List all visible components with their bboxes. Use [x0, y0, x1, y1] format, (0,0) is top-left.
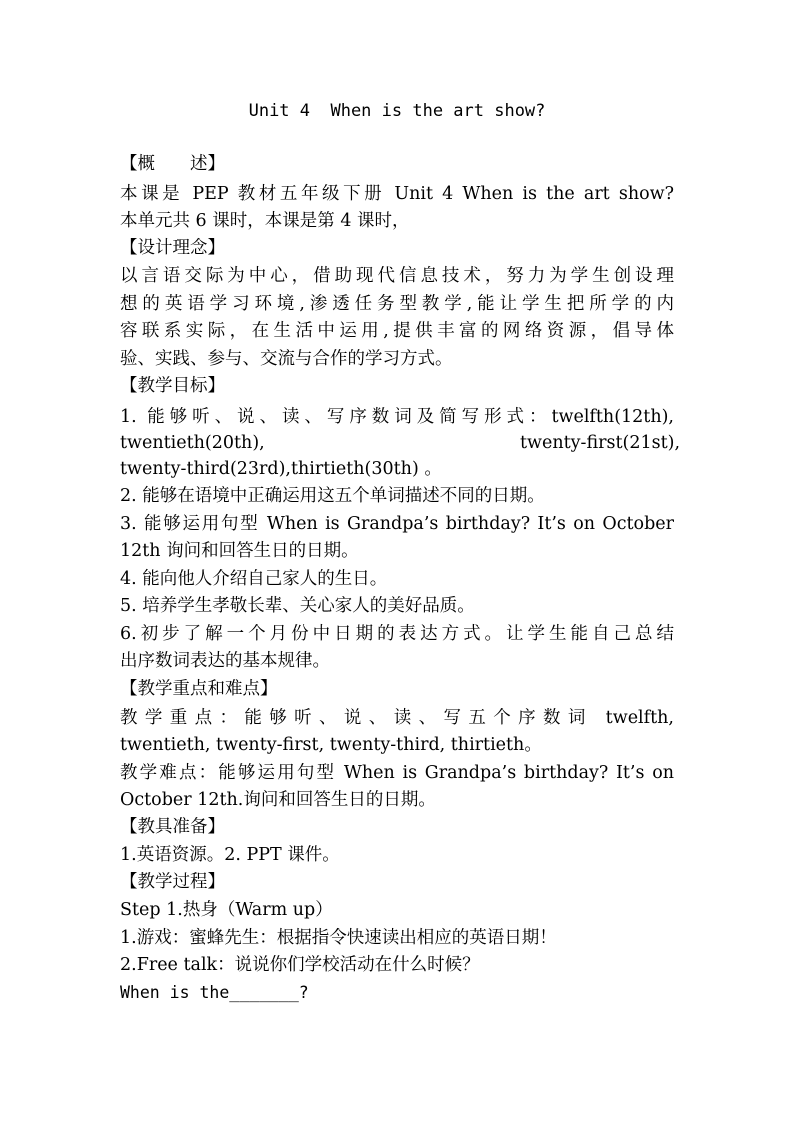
procedure-line: 2.Free talk：说说你们学校活动在什么时候？: [120, 955, 480, 975]
section-heading-materials: 【教具准备】: [120, 817, 225, 837]
objective-line: 2. 能够在语境中正确运用这五个单词描述不同的日期。: [120, 486, 545, 506]
objective-line: 3. 能够运用句型 When is Grandpa’s birthday? It’s on October: [120, 514, 674, 534]
objective-line: twentieth(20th),: [120, 433, 265, 453]
section-heading-procedure: 【教学过程】: [120, 872, 225, 892]
paragraph-line: 本课是 PEP 教材五年级下册 Unit 4 When is the art show?: [120, 184, 674, 204]
key-point-line: twentieth, twenty-first, twenty-third, thirtieth。: [120, 735, 542, 755]
paragraph-line: 验、实践、参与、交流与合作的学习方式。: [120, 349, 453, 369]
difficulty-line: 教学难点：能够运用句型 When is Grandpa’s birthday? It’s on: [120, 763, 674, 783]
section-heading-key-points: 【教学重点和难点】: [120, 679, 278, 699]
paragraph-line: 以言语交际为中心，借助现代信息技术，努力为学生创设理: [120, 266, 674, 286]
objective-line: twenty-first(21st),: [520, 433, 681, 453]
procedure-line: 1.游戏：蜜蜂先生：根据指令快速读出相应的英语日期！: [120, 928, 557, 948]
document-title: Unit 4 When is the art show?: [248, 101, 546, 121]
objective-line: 4. 能向他人介绍自己家人的生日。: [120, 569, 388, 589]
paragraph-line: 容联系实际，在生活中运用,提供丰富的网络资源，倡导体: [120, 321, 674, 341]
key-point-line: 教学重点：能够听、说、读、写五个序数词 twelfth,: [120, 708, 674, 728]
materials-line: 1.英语资源。2. PPT 课件。: [120, 845, 340, 865]
objective-line: twenty-third(23rd),thirtieth(30th) 。: [120, 459, 442, 479]
procedure-line: When is the_______?: [120, 983, 309, 1002]
difficulty-line: October 12th.询问和回答生日的日期。: [120, 790, 436, 810]
section-heading-objectives: 【教学目标】: [120, 376, 225, 396]
objective-line: 12th 询问和回答生日的日期。: [120, 541, 359, 561]
objective-line: 6.初步了解一个月份中日期的表达方式。让学生能自己总结: [120, 624, 674, 644]
objective-line: 5. 培养学生孝敬长辈、关心家人的美好品质。: [120, 596, 475, 616]
section-heading-design-concept: 【设计理念】: [120, 238, 225, 258]
procedure-step: Step 1.热身（Warm up）: [120, 900, 333, 920]
section-heading-overview: 【概 述】: [120, 154, 225, 174]
paragraph-line: 想的英语学习环境,渗透任务型教学,能让学生把所学的内: [120, 294, 674, 314]
paragraph-line: 本单元共 6 课时，本课是第 4 课时，: [120, 211, 410, 231]
objective-line: 出序数词表达的基本规律。: [120, 651, 330, 671]
objective-line: 1. 能够听、说、读、写序数词及简写形式：twelfth(12th),: [120, 407, 674, 427]
